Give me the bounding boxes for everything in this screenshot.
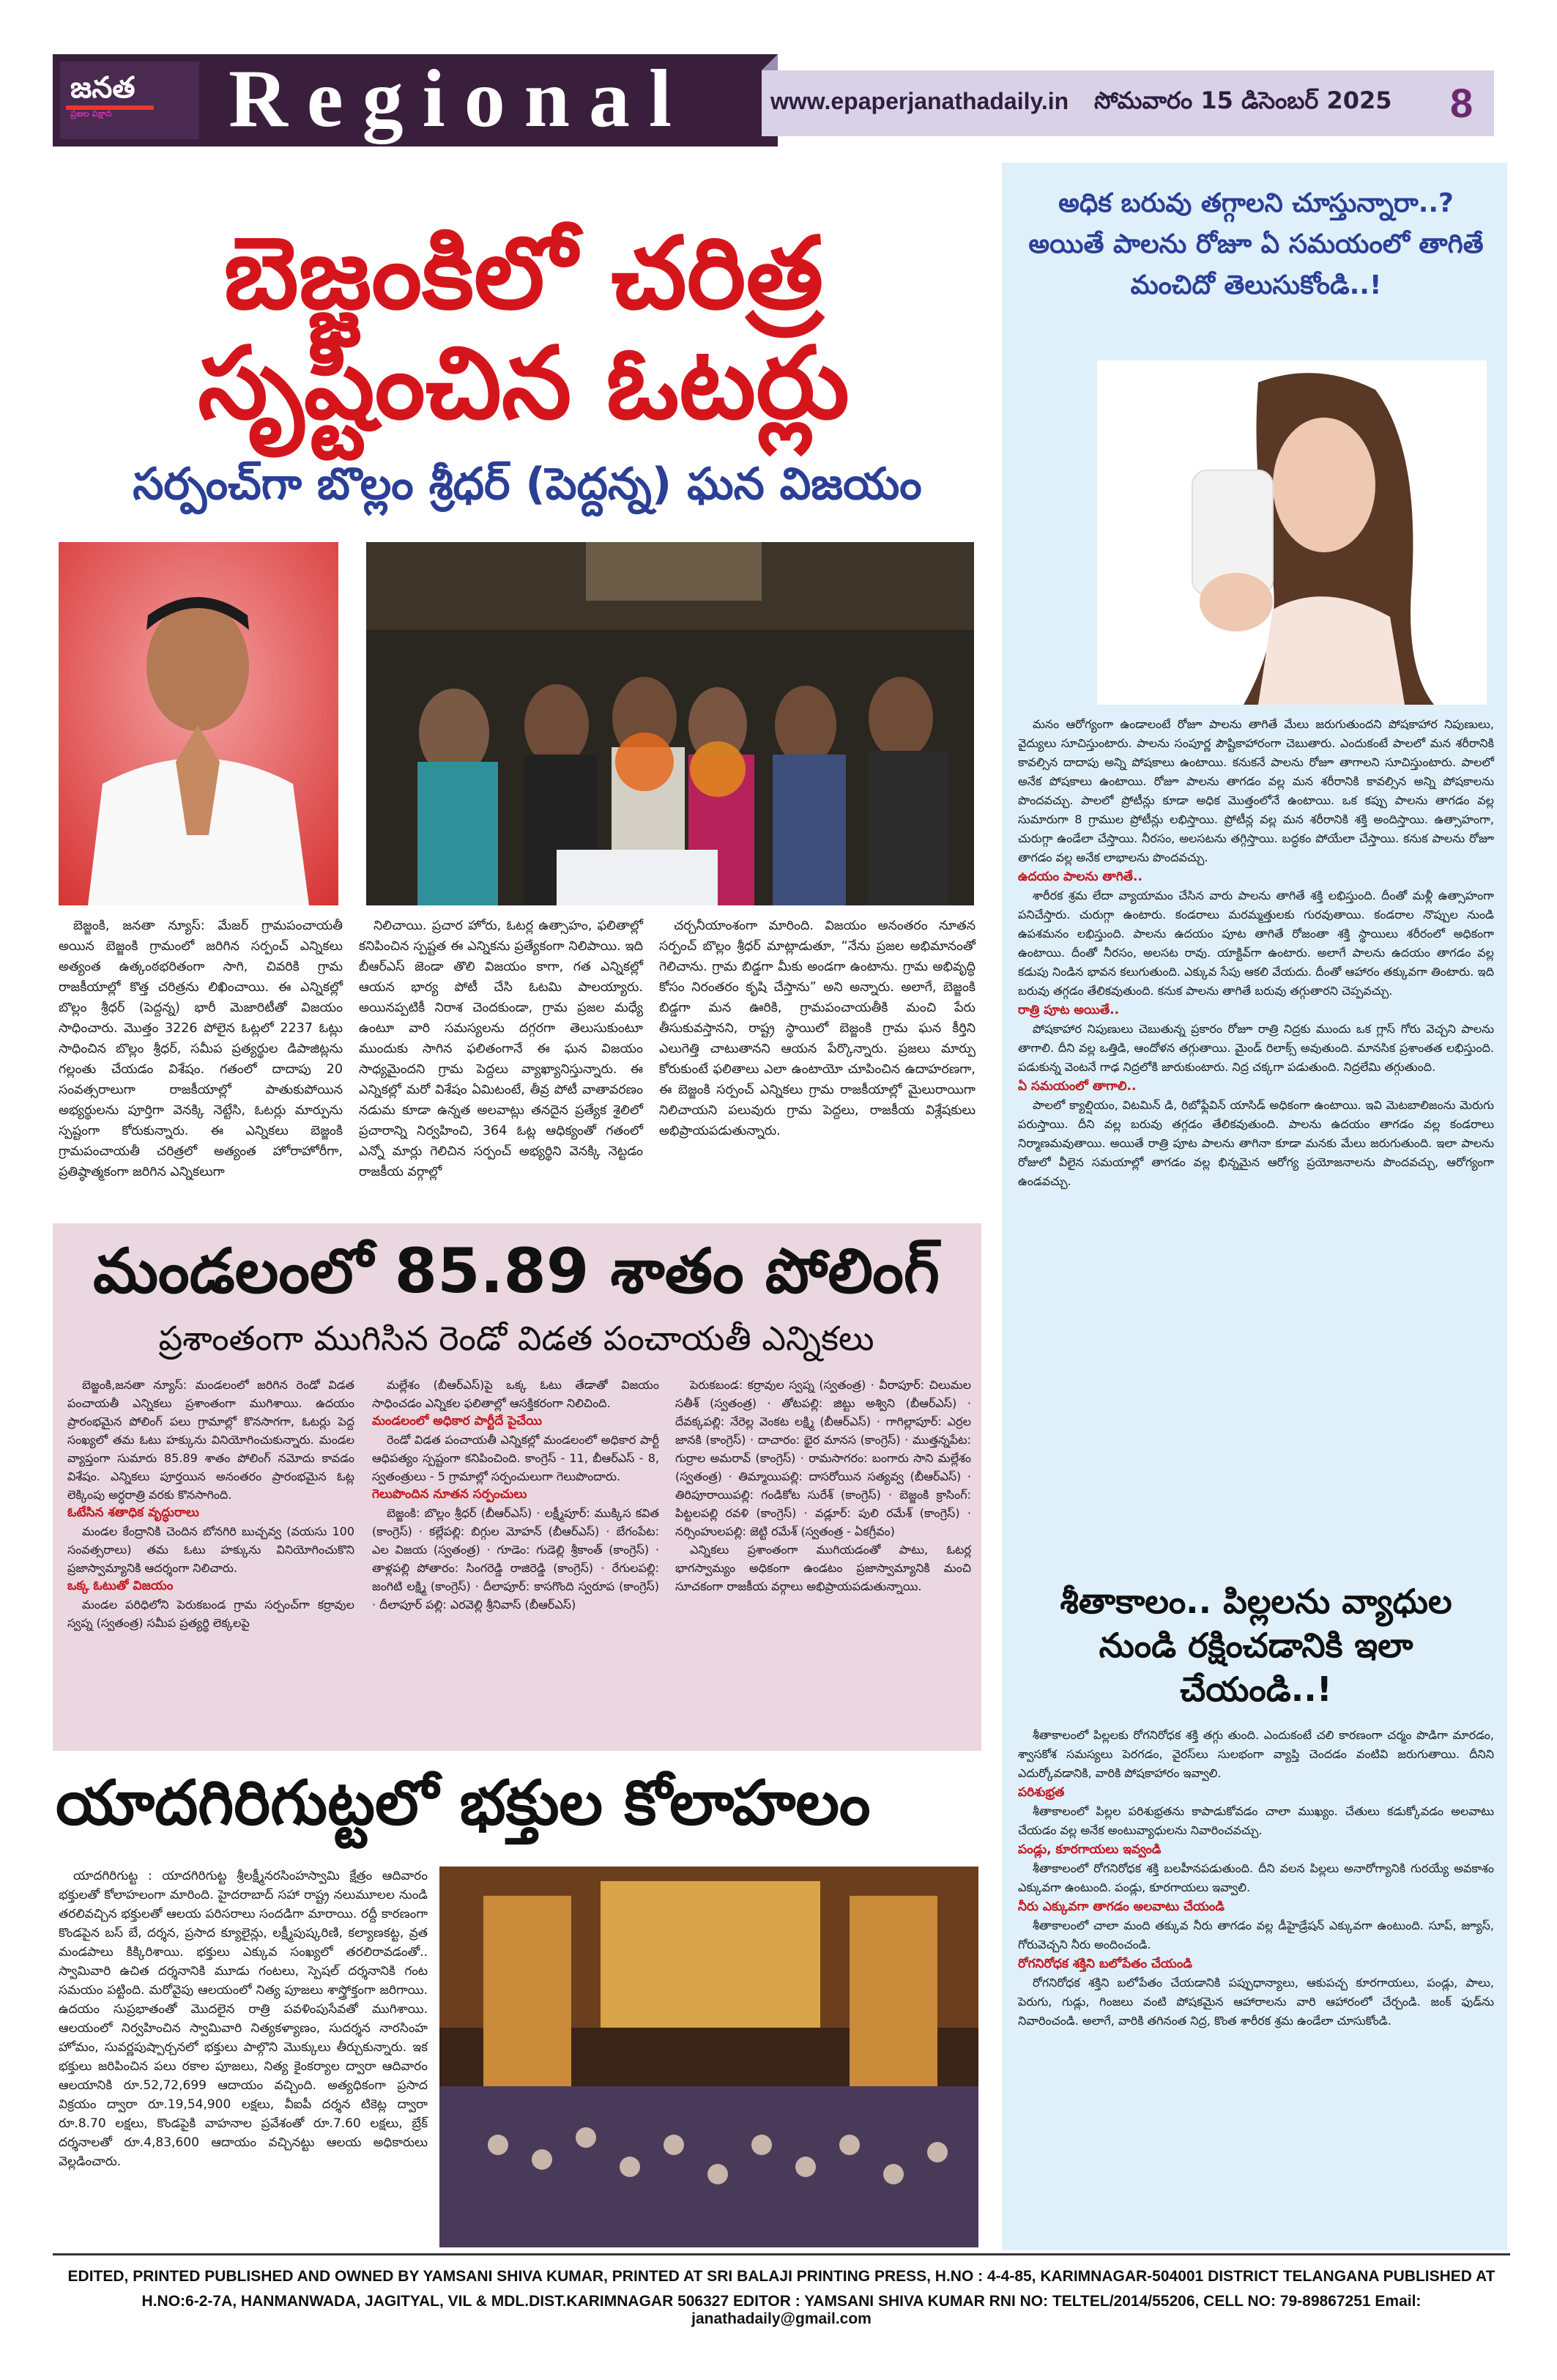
lead-headline-line2: సృష్టించిన ఓటర్లు bbox=[198, 325, 850, 442]
sarpanch-portrait-photo bbox=[59, 542, 338, 905]
footer-divider bbox=[53, 2253, 1510, 2255]
lead-subheadline: సర్పంచ్‌గా బొల్లం శ్రీధర్ (పెద్దన్న) ఘన విజయం bbox=[133, 459, 922, 510]
logo-tagline: ప్రజల పక్షాన bbox=[70, 108, 112, 119]
polling-col2-subhead1: మండలంలో అధికార పార్టీదే పైచేయి bbox=[372, 1414, 543, 1428]
logo-text: జనత bbox=[70, 70, 135, 105]
winter-p3: శీతాకాలంలో రోగనిరోధక శక్తి బలహీనపడుతుంది. దీని వలన పిల్లలు అనారోగ్యానికి గురయ్యే అవకాశం ఎక్కువగా ఉంటుంది. పండ్లు, కూరగాయలు ఇవ్వాలి. bbox=[1018, 1861, 1494, 1894]
temple-body-text: యాదగిరిగుట్ట : యాదగిరిగుట్ట శ్రీలక్ష్మీనరసింహస్వామి క్షేత్రం ఆదివారం భక్తులతో కోలాహలంగా మారింది. హైదరాబాద్ సహా రాష్ట్ర నలుమూలల నుండి తరలివచ్చిన భక్తులతో ఆలయ పరిసరాలు సందడిగా మారాయి. రద్దీ కారణంగా కొండపైన బస్ బే, దర్శన, ప్రసాద క్యూలైన్లు, లక్ష్మీపుష్కరిణి, కల్యాణకట్ట, వ్రత మండపాలు కిక్కిరిశాయి. భక్తులు ఎక్కువ సంఖ్యలో తరలిరావడంతో.. స్వామివారి ఉచిత దర్శనానికి మూడు గంటలు, స్పెషల్ దర్శనానికి గంట సమయం పట్టింది. మరోవైపు ఆలయంలో నిత్య పూజలు శాస్త్రోక్తంగా జరిగాయి. ఉదయం సుప్రభాతంతో మొదలైన రాత్రి పవళింపుసేవతో ముగిశాయి. ఆలయంలో నిర్వహించిన స్వామివారి నిత్యకళ్యాణం, సుదర్శన నారసింహ హోమం, సువర్ణపుష్పార్చనలో భక్తులు పాల్గొని మొక్కులు తీర్చుకున్నారు. ఇక భక్తులు జరిపించిన పలు రకాల పూజలు, నిత్య కైంకర్యాల ద్వారా ఆదివారం ఆలయానికి రూ.52,72,699 ఆదాయం వచ్చింది. అత్యధికంగా ప్రసాద విక్రయం ద్వారా రూ.19,54,900 లక్షలు, వీఐపీ దర్శన టికెట్ల ద్వారా రూ.8.70 లక్షలు, కొండపైకి వాహనాల ప్రవేశంతో రూ.7.60 లక్షలు, బ్రేక్ దర్శనాలతో రూ.4,83,600 ఆదాయం వచ్చినట్టు ఆలయ అధికారులు వెల్లడించారు. bbox=[59, 1869, 428, 2169]
polling-col1-subhead2: ఒక్క ఓటుతో విజయం bbox=[67, 1579, 174, 1593]
health-p4: పాలలో క్యాల్షియం, విటమిన్ డి, రిబోఫ్లేవిన్ యాసిడ్ అధికంగా ఉంటాయి. ఇవి మెటబాలిజంను మెరుగు పరుస్తాయి. దీని వల్ల బరువు తగ్గడం తేలికవుతుంది. పాలను ఉదయం తాగడం వల్ల కండరాలు నిర్మాణమవుతాయి. అయితే రాత్రి పూట పాలను తాగినా కూడా మనకు మేలు జరుగుతుంది. ఇలా పాలను రోజులో వీలైన సమయాల్లో తాగడం వల్ల భిన్నమైన ఆరోగ్య ప్రయోజనాలను పొందవచ్చు, ఆరోగ్యంగా ఉండవచ్చు. bbox=[1018, 1098, 1494, 1188]
lead-headline bbox=[51, 215, 996, 442]
winter-headline: శీతాకాలం.. పిల్లలను వ్యాధుల నుండి రక్షించడానికి ఇలా చేయండి..! bbox=[1060, 1582, 1452, 1709]
polling-col2-subhead2: గెలుపొందిన నూతన సర్పంచులు bbox=[372, 1487, 527, 1502]
winter-subhead1: పరిశుభ్రత bbox=[1018, 1785, 1065, 1800]
polling-col1-p1: బెజ్జంకి,జనతా న్యూస్: మండలంలో జరిగిన రెండో విడత పంచాయతీ ఎన్నికలు ప్రశాంతంగా ముగిశాయి. ఉదయం ప్రారంభమైన పోలింగ్ పలు గ్రామాల్లో కొనసాగగా, ఓటర్లు పెద్ద సంఖ్యలో తమ ఓటు హక్కును వినియోగించుకున్నారు. మండల వ్యాప్తంగా సుమారు 85.89 శాతం పోలింగ్ నమోదు కావడం విశేషం. ఎన్నికలు పూర్తయిన అనంతరం ప్రారంభమైన ఓట్ల లెక్కింపు అర్ధరాత్రి వరకు కొనసాగింది. bbox=[67, 1378, 354, 1502]
health-p1: మనం ఆరోగ్యంగా ఉండాలంటే రోజూ పాలను తాగితే మేలు జరుగుతుందని పోషకాహార నిపుణులు, వైద్యులు సూచిస్తుంటారు. పాలను సంపూర్ణ పౌష్టికాహారంగా చెబుతారు. ఎందుకంటే పాలలో మన శరీరానికి కావల్సిన దాదాపు అన్ని పోషకాలు ఉంటాయి. కనుకనే పాలను రోజూ తాగాలని సూచిస్తుంటారు. పాలలో అనేక పోషకాలు ఉంటాయి. రోజూ పాలను తాగడం వల్ల మన శరీరానికి కావల్సిన అన్ని పోషకాలను పొందవచ్చు. పాలలో ప్రోటీన్లు కూడా అధిక మొత్తంలోనే ఉంటాయి. ఒక కప్పు పాలను తాగడం వల్ల సుమారుగా 8 గ్రాముల ప్రోటీన్లు లభిస్తాయి. ప్రోటీన్ల వల్ల మన శరీరానికి శక్తి అందిస్తాయి. ఉత్సాహంగా, చురుగ్గా ఉండేలా చేస్తాయి. నీరసం, అలసటను తగ్గిస్తాయి. బద్ధకం పోయేలా చేస్తాయి. కనుక పాలను రోజూ తాగడం వల్ల అనేక లాభాలను పొందవచ్చు. bbox=[1018, 717, 1494, 864]
lead-col3-text: చర్చనీయాంశంగా మారింది. విజయం అనంతరం నూతన సర్పంచ్ బొల్లం శ్రీధర్ మాట్లాడుతూ, “నేను ప్రజల అభిమానంతో గెలిచాను. గ్రామ బిడ్డగా మీకు అండగా ఉంటాను. గ్రామ అభివృద్ధి కోసం నిరంతరం కృషి చేస్తాను” అని అన్నారు. అలాగే, బెజ్జంకి బిడ్డగా మన ఊరికి, గ్రామపంచాయతీకి మంచి పేరు తీసుకువస్తానని, రాష్ట్ర స్థాయిలో బెజ్జంకి గ్రామ ఘన కీర్తిని ఎలుగెత్తి చాటుతానని ఆయన పేర్కొన్నారు. ప్రజలు మార్పు కోరుకుంటే ఫలితాలు ఎలా ఉంటాయో చూపించిన ఉదాహరణగా, ఈ బెజ్జంకి సర్పంచ్ ఎన్నికలు గ్రామ రాజకీయాల్లో మైలురాయిగా నిలిచాయని పలువురు గ్రామ పెద్దలు, రాజకీయ విశ్లేషకులు అభిప్రాయపడుతున్నారు. bbox=[659, 919, 976, 1138]
winter-p1: శీతాకాలంలో పిల్లలకు రోగనిరోధక శక్తి తగ్గు తుంది. ఎందుకంటే చలి కారణంగా చర్మం పొడిగా మారడం, శ్వాసకోశ సమస్యలు పెరగడం, వైరస్‌లు సులభంగా వ్యాప్తి చెందడం వంటివి జరుగుతాయి. దీనిని ఎదుర్కోవడానికి, వారికి పోషకాహారం ఇవ్వాలి. bbox=[1018, 1728, 1494, 1780]
lead-col1-text: బెజ్జంకి, జనతా న్యూస్: మేజర్ గ్రామపంచాయతీ అయిన బెజ్జంకి గ్రామంలో జరిగిన సర్పంచ్ ఎన్నికలు అత్యంత ఉత్కంఠభరితంగా సాగి, చివరికి గ్రామ రాజకీయాల్లో కొత్త చరిత్రను లిఖించాయి. ఈ ఎన్నికల్లో బొల్లం శ్రీధర్ (పెద్దన్న) భారీ మెజారిటీతో విజయం సాధించారు. మొత్తం 3226 పోలైన ఓట్లలో 2237 ఓట్లు సాధించిన బొల్లం శ్రీధర్, సమీప ప్రత్యర్థుల డిపాజిట్లను గల్లంతు చేయడం విశేషం. గతంలో దాదాపు 20 సంవత్సరాలుగా రాజకీయాల్లో పాతుకుపోయిన అభ్యర్థులను పూర్తిగా వెనక్కి నెట్టేసి, ఓటర్లు మార్పును స్పష్టంగా కోరుకున్నారు. ఈ ఎన్నికలు బెజ్జంకి గ్రామపంచాయతీ చరిత్రలో అత్యంత హోరాహోరీగా, ప్రతిష్ఠాత్మకంగా జరిగిన ఎన్నికలుగా bbox=[59, 919, 343, 1179]
health-headline: అధిక బరువు తగ్గాలని చూస్తున్నారా..? అయితే పాలను రోజూ ఏ సమయంలో తాగితే మంచిదో తెలుసుకోండి..! bbox=[1028, 188, 1484, 300]
temple-column bbox=[59, 1866, 428, 2171]
polling-headline: మండలంలో 85.89 శాతం పోలింగ్ bbox=[93, 1235, 940, 1307]
polling-col1-p2: మండల కేంద్రానికి చెందిన బోనగిరి బుచ్చవ్వ (వయసు 100 సంవత్సరాలు) తమ ఓటు హక్కును వినియోగించుకొని ప్రజాస్వామ్యానికి ఆదర్శంగా నిలిచారు. bbox=[67, 1524, 354, 1575]
health-subhead3: ఏ సమయంలో తాగాలి.. bbox=[1018, 1079, 1137, 1094]
victory-celebration-photo bbox=[366, 542, 974, 905]
lead-column-3 bbox=[659, 916, 976, 1141]
lead-col2-text: నిలిచాయి. ప్రచార హోరు, ఓటర్ల ఉత్సాహం, ఫలితాల్లో కనిపించిన స్పష్టత ఈ ఎన్నికను ప్రత్యేకంగా నిలిపాయి. ఇది బీఆర్ఎస్ జెండా తొలి విజయం కాగా, గత ఎన్నికల్లో ఆయన భార్య పోటీ చేసి ఓటమి పాలయ్యారు. అయినప్పటికీ నిరాశ చెందకుండా, గ్రామ ప్రజల మధ్యే ఉంటూ వారి సమస్యలను దగ్గరగా తెలుసుకుంటూ ముందుకు సాగిన ఫలితంగానే ఈ ఘన విజయం సాధ్యమైందని గ్రామ పెద్దలు వ్యాఖ్యానిస్తున్నారు. ఈ ఎన్నికల్లో మరో విశేషం ఏమిటంటే, తీవ్ర పోటీ వాతావరణం నడుమ కూడా ఉన్నత అలవాట్లు తనదైన ప్రత్యేక శైలిలో ప్రచారాన్ని నిర్వహించి, 364 ఓట్ల ఆధిక్యంతో గతంలో ఎన్నో మార్లు గెలిచిన సర్పంచ్ అభ్యర్థిని వెనక్కి నెట్టడం రాజకీయ వర్గాల్లో bbox=[359, 919, 643, 1179]
winter-p4: శీతాకాలంలో చాలా మంది తక్కువ నీరు తాగడం వల్ల డీహైడ్రేషన్ ఎక్కువగా ఉంటుంది. సూప్, జ్యూస్, గోరువెచ్చని నీరు అందించండి. bbox=[1018, 1919, 1494, 1951]
health-p2: శారీరక శ్రమ లేదా వ్యాయామం చేసిన వారు పాలను తాగితే శక్తి లభిస్తుంది. దీంతో మళ్లీ ఉత్సాహంగా పనిచేస్తారు. చురుగ్గా ఉంటారు. కండరాలు మరమ్మత్తులకు గురవుతాయి. కండరాల నొప్పుల నుండి ఉపశమనం లభిస్తుంది. పాలను ఉదయం పూట తాగితే రోజంతా శక్తి స్థాయిలు శరీరంలో అధికంగా ఉంటాయి. దీంతో నీరసం, అలసట రావు. యాక్టివ్‌గా ఉంటారు. అలాగే పాలను ఉదయం తాగడం వల్ల కడుపు నిండిన భావన కలుగుతుంది. ఎక్కువ సేపు ఆకలి వేయదు. దీంతో ఆహారం తక్కువగా తింటారు. ఇది బరువు తగ్గడం తేలికవుతుంది. కనుక పాలను తాగితే బరువు తగ్గుతారని చెప్పవచ్చు. bbox=[1018, 889, 1494, 998]
section-title: Regional bbox=[228, 53, 691, 144]
polling-col1-p3: మండల పరిధిలోని పెరుకబండ గ్రామ సర్పంచ్‌గా కర్రావుల స్వప్న (స్వతంత్ర) సమీప ప్రత్యర్థి లెక్కలపై bbox=[67, 1598, 354, 1630]
polling-col2-winners-list: బెజ్జంకి: బొల్లం శ్రీధర్ (బీఆర్ఎస్) · లక్ష్మీపూర్: ముక్కిస కవిత (కాంగ్రెస్) · కల్లేపల్లి: బిగ్గుల మోహన్ (బీఆర్ఎస్) · బేగంపేట: ఎల విజయ (స్వతంత్ర) · గూడెం: గుడెల్లి శ్రీకాంత్ (కాంగ్రెస్) · తాళ్లపల్లి పోతారం: సింగరెడ్డి రాజిరెడ్డి (కాంగ్రెస్) · రేగులపల్లి: జంగిటి లక్ష్మి (కాంగ్రెస్) · దీలాపూర్: కాసగొంది స్వరూప (కాంగ్రెస్) · దీలాపూర్ పల్లి: ఎరవెల్లి శ్రీనివాస్ (బీఆర్ఎస్) bbox=[372, 1506, 659, 1612]
health-p3: పోషకాహార నిపుణులు చెబుతున్న ప్రకారం రోజూ రాత్రి నిద్రకు ముందు ఒక గ్లాస్ గోరు వెచ్చని పాలను తాగాలి. దీని వల్ల ఒత్తిడి, ఆందోళన తగ్గుతాయి. మైండ్ రిలాక్స్ అవుతుంది. మానసిక ప్రశాంతత లభిస్తుంది. పడుకున్న వెంటనే గాఢ నిద్రలోకి జారుకుంటారు. నిద్ర చక్కగా పడుతుంది. నిద్రలేమి తగ్గుతుంది. bbox=[1018, 1022, 1494, 1074]
issue-date: సోమవారం 15 డిసెంబర్ 2025 bbox=[1094, 86, 1392, 114]
winter-p2: శీతాకాలంలో పిల్లల పరిశుభ్రతను కాపాడుకోవడం చాలా ముఖ్యం. చేతులు కడుక్కోవడం అలవాటు చేయడం వల్ల అనేక అంటువ్యాధులను నివారించవచ్చు. bbox=[1018, 1804, 1494, 1837]
temple-headline: యాదగిరిగుట్టలో భక్తుల కోలాహలం bbox=[56, 1767, 871, 1839]
woman-drinking-milk-photo bbox=[1097, 360, 1487, 705]
polling-col2-p1: మల్లేశం (బీఆర్ఎస్)పై ఒక్క ఓటు తేడాతో విజయం సాధించడం ఎన్నికల ఫలితాల్లో ఆసక్తికరంగా నిలిచింది. bbox=[372, 1378, 659, 1410]
winter-column bbox=[1018, 1726, 1494, 2031]
polling-column-2 bbox=[372, 1376, 659, 1614]
lead-headline-line1: బెజ్జంకిలో చరిత్ర bbox=[223, 215, 824, 332]
polling-col2-p2: రెండో విడత పంచాయతీ ఎన్నికల్లో మండలంలో అధికార పార్టీ ఆధిపత్యం స్పష్టంగా కనిపించింది. కాంగ్రెస్ - 11, బీఆర్ఎస్ - 8, స్వతంత్రులు - 5 గ్రామాల్లో సర్పంచులుగా గెలుపొందారు. bbox=[372, 1433, 659, 1483]
winter-subhead2: పండ్లు, కూరగాయలు ఇవ్వండి bbox=[1018, 1842, 1162, 1857]
polling-col3-winners-list: పెరుకబండ: కర్రావుల స్వప్న (స్వతంత్ర) · వీరాపూర్: చిలుమల సతీశ్ (స్వతంత్ర) · తోటపల్లి: జిట్టు అశ్విని (బీఆర్ఎస్) · దేవక్కపల్లి: నేరెల్ల వెంకట లక్ష్మి (బీఆర్ఎస్) · గాగిల్లాపూర్: ఎర్రల జానకి (కాంగ్రెస్) · దాచారం: భైర మానస (కాంగ్రెస్) · ముత్తన్నపేట: గుర్రాల అమరావ్ (కాంగ్రెస్) · రామసాగరం: బంగారు సాని మల్లేశం (స్వతంత్ర) · తిమ్మాయిపల్లి: దాసరోయిన సత్యవ్వ (బీఆర్ఎస్) · తిరిపూరాయిపల్లి: గండికోట సురేశ్ (కాంగ్రెస్) · బెజ్జంకి క్రాసింగ్: పిట్టలపల్లి రవళి (కాంగ్రెస్) · వడ్లూర్: పులి రమేశ్ (కాంగ్రెస్) · నర్సింహులపల్లి: జెట్టి రమేశ్ (స్వతంత్ర - ఏకగ్రీవం) bbox=[675, 1378, 971, 1538]
health-column bbox=[1018, 715, 1494, 1191]
imprint-line-2: H.NO:6-2-7A, HANMANWADA, JAGITYAL, VIL & MDL.DIST.KARIMNAGAR 506327 EDITOR : YAMSANI SHIVA KUMAR RNI NO: TELTEL/2014/55206, CELL NO: 79-89867251 Email: janathadaily@gmail.com bbox=[141, 2293, 1422, 2327]
health-subhead1: ఉదయం పాలను తాగితే.. bbox=[1018, 870, 1142, 884]
page-number: 8 bbox=[1450, 80, 1474, 126]
site-url-link[interactable]: www.epaperjanathadaily.in bbox=[770, 88, 1069, 114]
imprint-line-1: EDITED, PRINTED PUBLISHED AND OWNED BY YAMSANI SHIVA KUMAR, PRINTED AT SRI BALAJI PRINTING PRESS, H.NO : 4-4-85, KARIMNAGAR-504001 DISTRICT TELANGANA PUBLISHED AT bbox=[67, 2268, 1495, 2285]
lead-column-2 bbox=[359, 916, 643, 1182]
winter-subhead3: నీరు ఎక్కువగా తాగడం అలవాటు చేయండి bbox=[1018, 1899, 1225, 1914]
winter-p5: రోగనిరోధక శక్తిని బలోపేతం చేయడానికి పప్పుధాన్యాలు, ఆకుపచ్చ కూరగాయలు, పండ్లు, పాలు, పెరుగు, గుడ్లు, గింజలు వంటి పోషకమైన ఆహారాలను వారి ఆహారంలో చేర్చండి. జంక్ ఫుడ్‌ను నివారించండి. అలాగే, వారికి తగినంత నిద్ర, కొంత శారీరక శ్రమ ఉండేలా చూసుకోండి. bbox=[1018, 1976, 1494, 2028]
polling-col3-p1: ఎన్నికలు ప్రశాంతంగా ముగియడంతో పాటు, ఓటర్ల భాగస్వామ్యం అధికంగా ఉండటం ప్రజాస్వామ్యానికి మంచి సూచకంగా రాజకీయ వర్గాలు అభిప్రాయపడుతున్నాయి. bbox=[675, 1543, 971, 1593]
polling-column-1 bbox=[67, 1376, 354, 1632]
polling-subheadline: ప్రశాంతంగా ముగిసిన రెండో విడత పంచాయతీ ఎన్నికలు bbox=[158, 1319, 874, 1358]
lead-column-1 bbox=[59, 916, 343, 1182]
polling-col1-subhead1: ఓటేసిన శతాధిక వృద్ధురాలు bbox=[67, 1505, 199, 1520]
polling-column-3 bbox=[675, 1376, 971, 1595]
temple-devotees-photo bbox=[439, 1866, 978, 2247]
winter-subhead4: రోగనిరోధక శక్తిని బలోపేతం చేయండి bbox=[1018, 1957, 1192, 1971]
health-subhead2: రాత్రి పూట అయితే.. bbox=[1018, 1003, 1120, 1017]
